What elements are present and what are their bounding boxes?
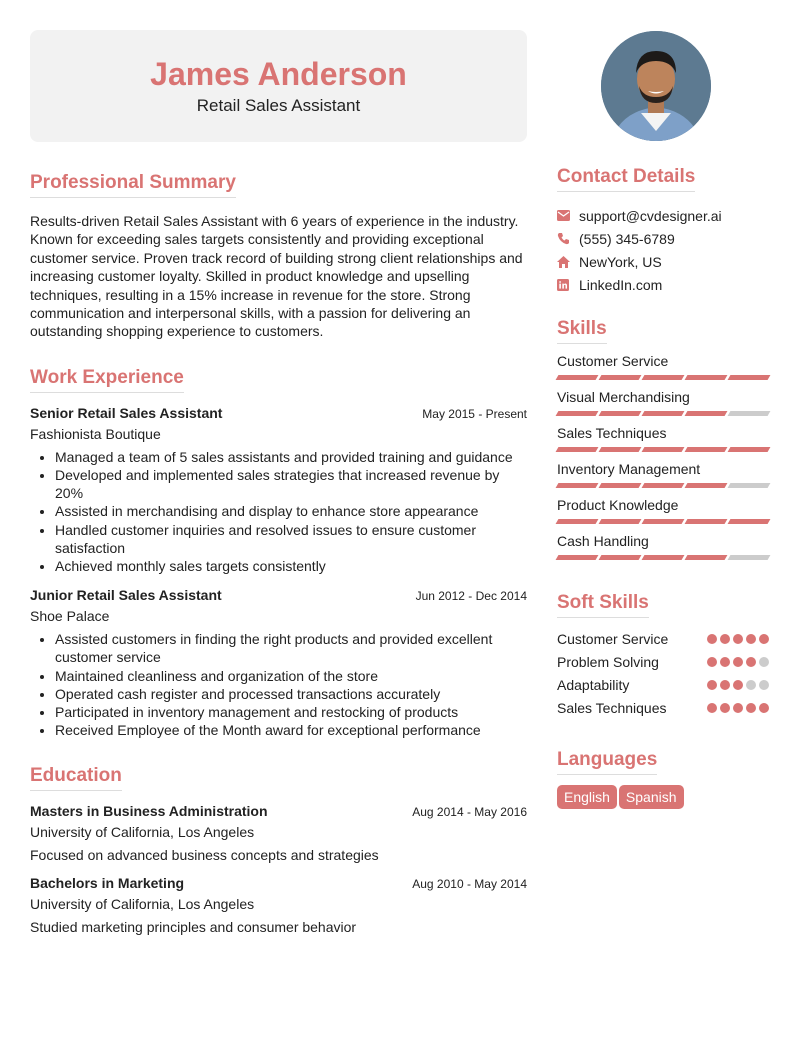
rating-dot-filled bbox=[746, 657, 756, 667]
soft-skill-name: Customer Service bbox=[557, 630, 669, 647]
job-date: May 2015 - Present bbox=[422, 406, 527, 421]
skill-segment-filled bbox=[556, 375, 599, 380]
job-header bbox=[30, 587, 527, 603]
rating-dot-filled bbox=[707, 680, 717, 690]
profile-photo bbox=[601, 31, 711, 141]
contact-item[interactable] bbox=[557, 227, 769, 250]
job-title: Junior Retail Sales Assistant bbox=[30, 587, 222, 604]
job-bullet: • Handled customer inquiries and resolved issues to ensure customer satisfaction bbox=[55, 521, 527, 557]
education-heading: Education bbox=[30, 765, 122, 791]
job-bullet: • Assisted customers in finding the right products and provided excellent customer service bbox=[55, 630, 527, 666]
resume-header bbox=[30, 30, 527, 142]
skill-name: Sales Techniques bbox=[557, 425, 667, 441]
job-entry bbox=[30, 405, 527, 575]
skill-segment-empty bbox=[728, 411, 771, 416]
skill-item bbox=[557, 497, 769, 524]
soft-skill-item bbox=[557, 696, 769, 719]
skill-level-bar bbox=[557, 411, 769, 416]
education-header bbox=[30, 803, 527, 819]
contact-text: (555) 345-6789 bbox=[579, 230, 675, 247]
soft-skill-name: Problem Solving bbox=[557, 653, 659, 670]
skill-segment-filled bbox=[728, 375, 771, 380]
skill-segment-filled bbox=[642, 483, 685, 488]
soft-skill-rating bbox=[707, 657, 769, 667]
skill-segment-filled bbox=[728, 447, 771, 452]
rating-dot-empty bbox=[759, 657, 769, 667]
main-column bbox=[30, 172, 527, 935]
skill-item bbox=[557, 389, 769, 416]
rating-dot-filled bbox=[733, 634, 743, 644]
skill-segment-filled bbox=[685, 483, 728, 488]
soft-skill-name: Sales Techniques bbox=[557, 699, 667, 716]
skill-segment-filled bbox=[556, 483, 599, 488]
contact-text: support@cvdesigner.ai bbox=[579, 207, 722, 224]
soft-skills-heading: Soft Skills bbox=[557, 592, 649, 618]
summary-text: Results-driven Retail Sales Assistant with 6 years of experience in the industry. Known for exceeding sales targets consistently and providing exceptional customer service. Proven track record of building strong client relationships and increasing customer loyalty. Skilled in product knowledge and upselling techniques, resulting in a 15% increase in revenue for the store. Strong communication and interpersonal skills, with a passion for delivering an outstanding shopping experience to customers. bbox=[30, 213, 523, 340]
education-list bbox=[30, 803, 527, 935]
skill-segment-filled bbox=[685, 447, 728, 452]
education-description: Focused on advanced business concepts and strategies bbox=[30, 847, 379, 864]
skill-segment-filled bbox=[599, 483, 642, 488]
skill-segment-filled bbox=[685, 375, 728, 380]
skills-section bbox=[557, 318, 769, 560]
rating-dot-filled bbox=[733, 703, 743, 713]
rating-dot-filled bbox=[707, 657, 717, 667]
candidate-title: Retail Sales Assistant bbox=[196, 96, 361, 115]
rating-dot-filled bbox=[720, 634, 730, 644]
rating-dot-filled bbox=[707, 634, 717, 644]
job-bullet: • Achieved monthly sales targets consistently bbox=[55, 557, 527, 575]
skill-segment-filled bbox=[599, 375, 642, 380]
skill-name: Cash Handling bbox=[557, 533, 649, 549]
skill-segment-filled bbox=[685, 519, 728, 524]
soft-skill-rating bbox=[707, 634, 769, 644]
job-bullet: • Operated cash register and processed transactions accurately bbox=[55, 685, 527, 703]
soft-skills-list bbox=[557, 627, 769, 719]
skill-name: Inventory Management bbox=[557, 461, 701, 477]
job-date: Jun 2012 - Dec 2014 bbox=[415, 589, 527, 604]
rating-dot-filled bbox=[746, 634, 756, 644]
contact-section bbox=[557, 166, 769, 296]
job-bullet: • Participated in inventory management and restocking of products bbox=[55, 703, 527, 721]
experience-heading: Work Experience bbox=[30, 367, 184, 393]
rating-dot-filled bbox=[720, 657, 730, 667]
job-bullet: • Received Employee of the Month award for exceptional performance bbox=[55, 721, 527, 739]
languages-section bbox=[557, 749, 769, 809]
soft-skill-item bbox=[557, 673, 769, 696]
job-bullet: • Developed and implemented sales strategies that increased revenue by 20% bbox=[55, 466, 527, 502]
contact-text: NewYork, US bbox=[579, 253, 662, 270]
rating-dot-filled bbox=[746, 703, 756, 713]
contact-heading: Contact Details bbox=[557, 166, 695, 192]
job-title: Senior Retail Sales Assistant bbox=[30, 404, 223, 421]
skill-segment-filled bbox=[599, 519, 642, 524]
skills-heading: Skills bbox=[557, 318, 607, 344]
skill-name: Visual Merchandising bbox=[557, 389, 690, 405]
education-description: Studied marketing principles and consumer behavior bbox=[30, 919, 357, 936]
skill-name: Product Knowledge bbox=[557, 497, 679, 513]
linkedin-icon bbox=[557, 279, 579, 291]
skill-item bbox=[557, 533, 769, 560]
skill-segment-filled bbox=[599, 555, 642, 560]
rating-dot-filled bbox=[759, 634, 769, 644]
language-tag: English bbox=[557, 785, 617, 809]
education-date: Aug 2010 - May 2014 bbox=[412, 877, 527, 892]
rating-dot-filled bbox=[720, 703, 730, 713]
phone-icon bbox=[557, 232, 579, 245]
summary-heading: Professional Summary bbox=[30, 172, 236, 198]
contact-text: LinkedIn.com bbox=[579, 276, 663, 293]
skill-segment-filled bbox=[728, 519, 771, 524]
skill-segment-empty bbox=[728, 483, 771, 488]
degree-title: Masters in Business Administration bbox=[30, 803, 268, 820]
job-list bbox=[30, 405, 527, 740]
job-bullets bbox=[30, 630, 527, 739]
skill-segment-empty bbox=[728, 555, 771, 560]
education-section bbox=[30, 765, 527, 935]
soft-skill-rating bbox=[707, 703, 769, 713]
skills-list bbox=[557, 353, 769, 560]
skill-level-bar bbox=[557, 555, 769, 560]
rating-dot-filled bbox=[759, 703, 769, 713]
languages-heading: Languages bbox=[557, 749, 657, 775]
skill-segment-filled bbox=[599, 447, 642, 452]
job-bullet: • Maintained cleanliness and organization of the store bbox=[55, 667, 527, 685]
sidebar-column bbox=[557, 166, 769, 809]
skill-level-bar bbox=[557, 447, 769, 452]
soft-skill-item bbox=[557, 650, 769, 673]
language-tag: Spanish bbox=[619, 785, 684, 809]
skill-segment-filled bbox=[556, 555, 599, 560]
skill-segment-filled bbox=[642, 375, 685, 380]
contact-list bbox=[557, 204, 769, 296]
job-header bbox=[30, 405, 527, 421]
job-bullet: • Managed a team of 5 sales assistants and provided training and guidance bbox=[55, 448, 527, 466]
candidate-name: James Anderson bbox=[150, 56, 407, 92]
skill-segment-filled bbox=[556, 411, 599, 416]
education-entry bbox=[30, 803, 527, 863]
skill-level-bar bbox=[557, 375, 769, 380]
contact-item[interactable] bbox=[557, 250, 769, 273]
rating-dot-filled bbox=[733, 657, 743, 667]
contact-item[interactable] bbox=[557, 204, 769, 227]
rating-dot-empty bbox=[746, 680, 756, 690]
skill-item bbox=[557, 353, 769, 380]
experience-section bbox=[30, 367, 527, 740]
rating-dot-filled bbox=[720, 680, 730, 690]
skill-segment-filled bbox=[642, 519, 685, 524]
skill-segment-filled bbox=[685, 411, 728, 416]
job-bullets bbox=[30, 448, 527, 575]
company-name: Shoe Palace bbox=[30, 608, 110, 625]
education-entry bbox=[30, 875, 527, 935]
education-header bbox=[30, 875, 527, 891]
soft-skills-section bbox=[557, 592, 769, 719]
skill-segment-filled bbox=[642, 555, 685, 560]
school-name: University of California, Los Angeles bbox=[30, 824, 255, 841]
language-list bbox=[557, 785, 769, 809]
job-bullet: • Assisted in merchandising and display to enhance store appearance bbox=[55, 502, 527, 520]
skill-segment-filled bbox=[642, 447, 685, 452]
contact-item[interactable] bbox=[557, 273, 769, 296]
soft-skill-name: Adaptability bbox=[557, 676, 630, 693]
skill-segment-filled bbox=[599, 411, 642, 416]
company-name: Fashionista Boutique bbox=[30, 425, 161, 442]
rating-dot-empty bbox=[759, 680, 769, 690]
soft-skill-rating bbox=[707, 680, 769, 690]
skill-item bbox=[557, 425, 769, 452]
rating-dot-filled bbox=[707, 703, 717, 713]
soft-skill-item bbox=[557, 627, 769, 650]
home-icon bbox=[557, 256, 579, 268]
education-date: Aug 2014 - May 2016 bbox=[412, 805, 527, 820]
skill-item bbox=[557, 461, 769, 488]
job-entry bbox=[30, 587, 527, 739]
envelope-icon bbox=[557, 210, 579, 221]
skill-segment-filled bbox=[685, 555, 728, 560]
degree-title: Bachelors in Marketing bbox=[30, 875, 185, 892]
school-name: University of California, Los Angeles bbox=[30, 896, 255, 913]
skill-segment-filled bbox=[642, 411, 685, 416]
skill-level-bar bbox=[557, 483, 769, 488]
skill-level-bar bbox=[557, 519, 769, 524]
skill-name: Customer Service bbox=[557, 353, 669, 369]
skill-segment-filled bbox=[556, 447, 599, 452]
skill-segment-filled bbox=[556, 519, 599, 524]
summary-section bbox=[30, 172, 527, 341]
rating-dot-filled bbox=[733, 680, 743, 690]
